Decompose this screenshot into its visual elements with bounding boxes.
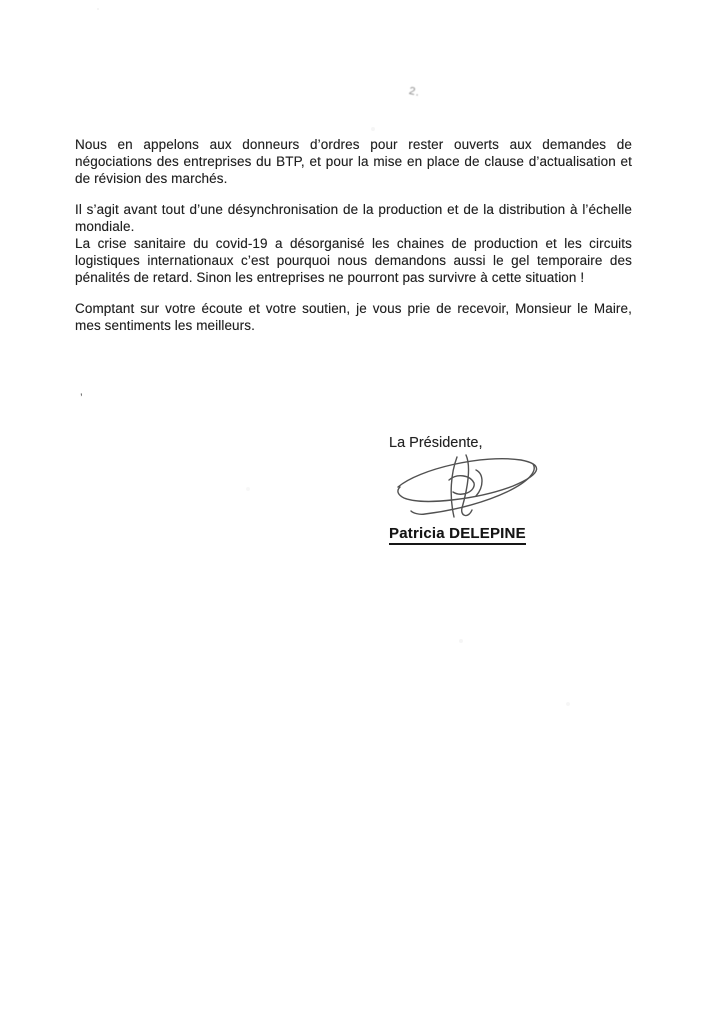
signatory-name: Patricia DELEPINE — [389, 525, 526, 545]
paragraph-desynchronisation: Il s’agit avant tout d’une désynchronisation de la production et de la distribution à l’échelle mondiale. — [75, 202, 632, 234]
signatory-role: La Présidente, — [389, 435, 483, 451]
page-number-smudge: 2. — [407, 84, 422, 100]
letter-body — [75, 136, 632, 334]
signature-block — [389, 435, 619, 560]
paragraph-formule-politesse: Comptant sur votre écoute et votre soutien, je vous prie de recevoir, Monsieur le Maire, mes sentiments les meilleurs. — [75, 301, 632, 333]
paragraph-donneurs-ordres: Nous en appelons aux donneurs d’ordres pour rester ouverts aux demandes de négociations des entreprises du BTP, et pour la mise en place de clause d’actualisation et de révision des marchés. — [75, 137, 632, 186]
scan-noise-dots — [97, 8, 99, 10]
ink-speck: ’ — [80, 391, 83, 405]
paragraph-crise-sanitaire: La crise sanitaire du covid-19 a désorganisé les chaines de production et les circuits logistiques internationaux c’est pourquoi nous demandons aussi le gel temporaire des pénalités de retard. Sinon les entreprises ne pourront pas survivre à cette situation ! — [75, 236, 632, 285]
handwritten-signature-icon — [391, 451, 551, 523]
